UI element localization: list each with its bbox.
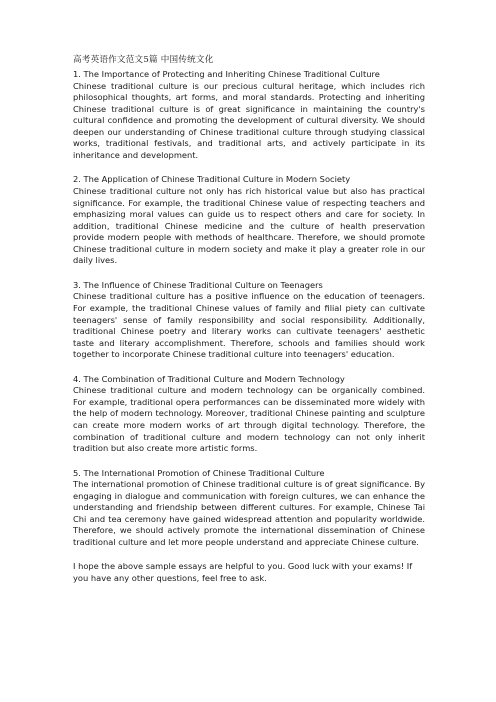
- section-body: Chinese traditional culture is our precious cultural heritage, which includes rich philosophical thoughts, art forms, and moral standards. Protecting and inheriting Chinese traditional culture is of great significance in maintaining the country's cultural confidence and promoting the development of cultural diversity. We should deepen our understanding of Chinese traditional culture through studying classical works, traditional festivals, and traditional arts, and actively participate in its inheritance and development.: [73, 80, 425, 160]
- document-page: [73, 54, 425, 585]
- section-body: The international promotion of Chinese traditional culture is of great significance. By engaging in dialogue and communication with foreign cultures, we can enhance the understanding and friendship between different cultures. For example, Chinese Tai Chi and tea ceremony have gained widespread attention and popularity worldwide. Therefore, we should actively promote the international dissemination of Chinese traditional culture and let more people understand and appreciate Chinese culture.: [73, 479, 425, 547]
- essay-section-1: [73, 69, 425, 161]
- document-title: 高考英语作文范文5篇 中国传统文化: [73, 55, 214, 65]
- essay-section-2: [73, 174, 425, 266]
- essay-section-3: [73, 280, 425, 361]
- section-heading: 3. The Influence of Chinese Traditional Culture on Teenagers: [73, 279, 323, 290]
- section-heading: 1. The Importance of Protecting and Inheriting Chinese Traditional Culture: [73, 69, 380, 79]
- section-body: Chinese traditional culture has a positive influence on the education of teenagers. For example, the traditional Chinese values of family and filial piety can cultivate teenagers' sense of family responsibility and social responsibility. Additionally, traditional Chinese poetry and literary works can cultivate teenagers' aesthetic taste and literary accomplishment. Therefore, schools and families should work together to incorporate Chinese traditional culture into teenagers' education.: [73, 291, 425, 360]
- essay-section-5: [73, 468, 425, 549]
- section-heading: 4. The Combination of Traditional Culture and Modern Technology: [73, 373, 345, 384]
- essay-section-4: [73, 374, 425, 455]
- section-heading: 5. The International Promotion of Chinese Traditional Culture: [73, 467, 325, 478]
- section-heading: 2. The Application of Chinese Traditional Culture in Modern Society: [73, 174, 351, 185]
- section-body: Chinese traditional culture and modern technology can be organically combined. For example, traditional opera performances can be disseminated more widely with the help of modern technology. Moreover, traditional Chinese painting and sculpture can create more modern works of art through digital technology. Therefore, the combination of traditional culture and modern technology can not only inherit tradition but also create more artistic forms.: [73, 385, 425, 454]
- closing-paragraph: I hope the above sample essays are helpful to you. Good luck with your exams! If you have any other questions, feel free to ask.: [73, 561, 413, 584]
- section-body: Chinese traditional culture not only has rich historical value but also has practical significance. For example, the traditional Chinese value of respecting teachers and emphasizing moral values can guide us to respect others and care for society. In addition, traditional Chinese medicine and the culture of health preservation provide modern people with methods of healthcare. Therefore, we should promote Chinese traditional culture in modern society and make it play a greater role in our daily lives.: [73, 186, 425, 266]
